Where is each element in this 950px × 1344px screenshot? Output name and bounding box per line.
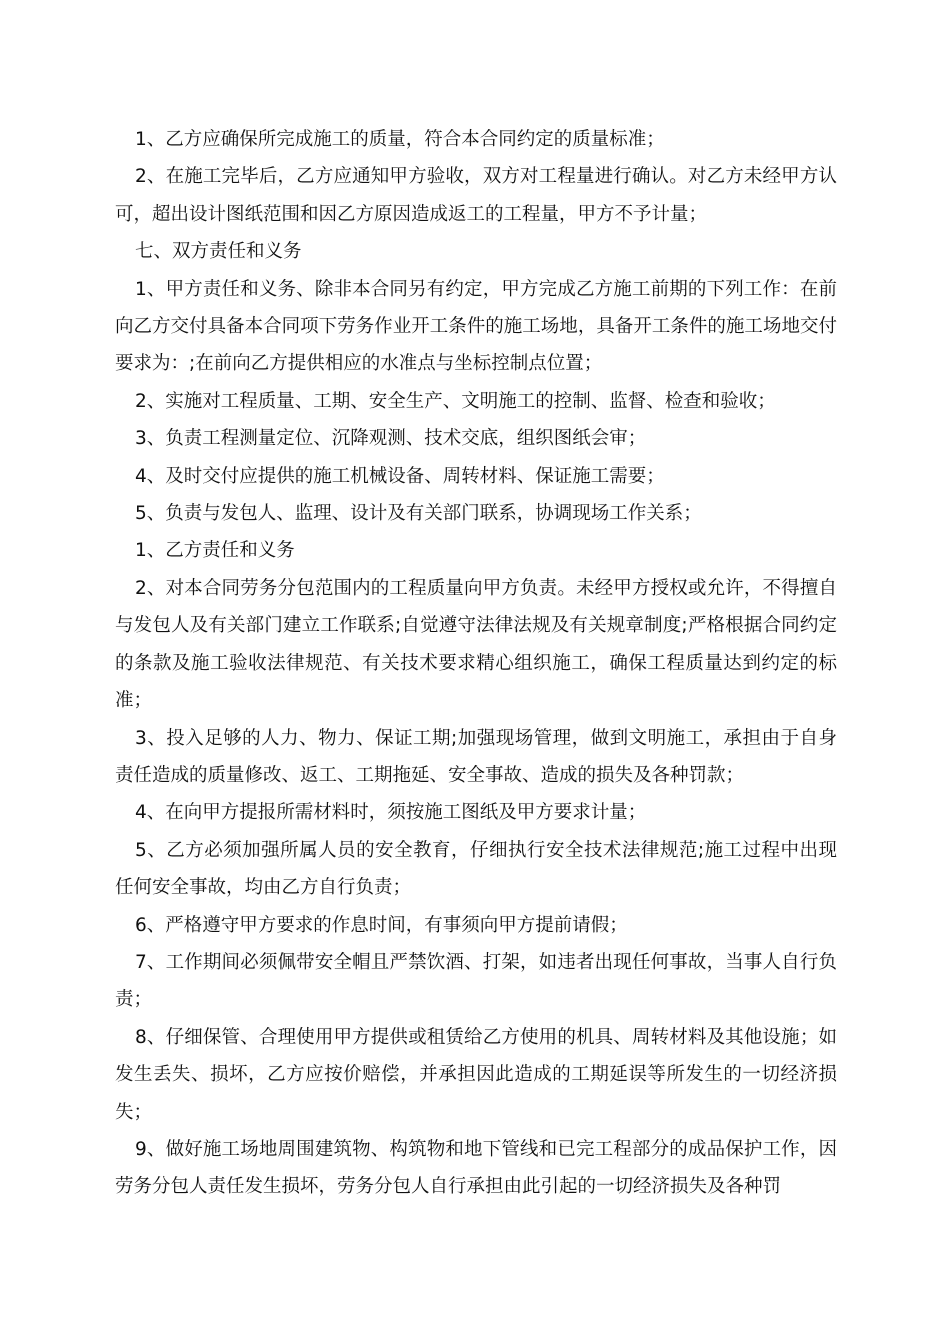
paragraph: 6、严格遵守甲方要求的作息时间，有事须向甲方提前请假； [135, 914, 628, 936]
paragraph: 8、仔细保管、合理使用甲方提供或租赁给乙方使用的机具、周转材料及其他设施；如发生丢失、损坏，乙方应按价赔偿，并承担因此造成的工期延误等所发生的一切经济损失； [115, 1026, 837, 1123]
paragraph: 9、做好施工场地周围建筑物、构筑物和地下管线和已完工程部分的成品保护工作，因劳务分包人责任发生损坏，劳务分包人自行承担由此引起的一切经济损失及各种罚 [115, 1138, 837, 1198]
section-heading: 七、双方责任和义务 [135, 241, 302, 263]
paragraph: 4、在向甲方提报所需材料时，须按施工图纸及甲方要求计量； [135, 802, 647, 824]
paragraph: 4、及时交付应提供的施工机械设备、周转材料、保证施工需要； [135, 465, 665, 487]
document-body [115, 121, 837, 1206]
paragraph: 7、工作期间必须佩带安全帽且严禁饮酒、打架，如违者出现任何事故，当事人自行负责； [115, 951, 837, 1011]
paragraph: 2、实施对工程质量、工期、安全生产、文明施工的控制、监督、检查和验收； [135, 390, 776, 412]
paragraph: 1、乙方责任和义务 [135, 540, 295, 562]
paragraph: 3、负责工程测量定位、沉降观测、技术交底，组织图纸会审； [135, 428, 647, 450]
paragraph: 2、对本合同劳务分包范围内的工程质量向甲方负责。未经甲方授权或允许，不得擅自与发包人及有关部门建立工作联系;自觉遵守法律法规及有关规章制度;严格根据合同约定的条款及施工验收法律规范、有关技术要求精心组织施工，确保工程质量达到约定的标准； [115, 577, 837, 712]
paragraph: 1、甲方责任和义务、除非本合同另有约定，甲方完成乙方施工前期的下列工作：在前向乙方交付具备本合同项下劳务作业开工条件的施工场地，具备开工条件的施工场地交付要求为：;在前向乙方提供相应的水准点与坐标控制点位置； [115, 278, 837, 375]
paragraph: 2、在施工完毕后，乙方应通知甲方验收，双方对工程量进行确认。对乙方未经甲方认可，超出设计图纸范围和因乙方原因造成返工的工程量，甲方不予计量； [115, 166, 837, 225]
paragraph: 5、乙方必须加强所属人员的安全教育，仔细执行安全技术法律规范;施工过程中出现任何安全事故，均由乙方自行负责； [115, 839, 837, 899]
paragraph: 3、投入足够的人力、物力、保证工期;加强现场管理，做到文明施工，承担由于自身责任造成的质量修改、返工、工期拖延、安全事故、造成的损失及各种罚款； [115, 727, 837, 786]
paragraph: 5、负责与发包人、监理、设计及有关部门联系，协调现场工作关系； [135, 503, 702, 525]
paragraph: 1、乙方应确保所完成施工的质量，符合本合同约定的质量标准； [135, 129, 665, 150]
